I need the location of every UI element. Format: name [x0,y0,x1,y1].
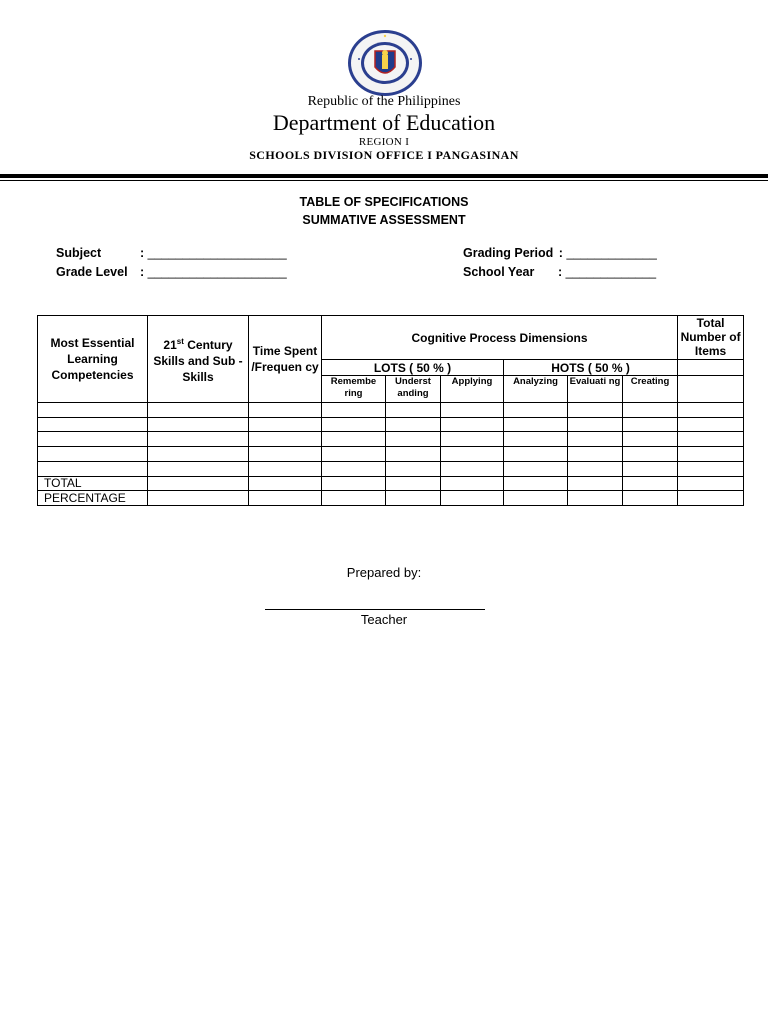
table-cell[interactable] [504,476,568,491]
table-cell[interactable] [441,476,504,491]
table-cell[interactable] [148,461,249,476]
header-rule-thin [0,180,768,181]
subject-colon: : [140,246,145,260]
grading-period-label: Grading Period [463,246,554,260]
blank-cell [678,360,744,376]
document-title: TABLE OF SPECIFICATIONS [299,195,469,209]
grading-period-field [463,246,657,260]
table-cell[interactable] [504,403,568,418]
table-row [38,447,744,462]
signature-line [265,609,485,610]
specifications-table [37,315,744,506]
table-body [38,403,744,506]
grade-level-label: Grade Level [56,265,128,279]
header-skills-sup: st [176,336,184,346]
table-cell[interactable] [249,403,322,418]
table-cell[interactable] [504,461,568,476]
table-cell[interactable] [568,432,623,447]
table-cell[interactable] [568,491,623,506]
school-year-blank: _____________ [565,265,657,279]
table-cell[interactable] [386,491,441,506]
table-cell[interactable] [504,417,568,432]
total-label: TOTAL [38,476,148,491]
table-cell[interactable] [386,461,441,476]
level-evaluating: Evaluati ng [568,376,623,403]
table-cell[interactable] [322,476,386,491]
prepared-by-label: Prepared by: [346,565,422,580]
level-creating: Creating [623,376,678,403]
table-cell[interactable] [322,432,386,447]
table-cell[interactable] [623,432,678,447]
grading-period-colon: : [558,246,563,260]
table-cell[interactable] [504,447,568,462]
table-cell[interactable] [148,403,249,418]
total-row [38,476,744,491]
department-name: Department of Education [272,110,496,135]
table-cell[interactable] [386,447,441,462]
table-cell[interactable] [441,491,504,506]
table-row [38,461,744,476]
table-cell[interactable] [38,447,148,462]
hots-header: HOTS ( 50 % ) [504,360,678,376]
teacher-label: Teacher [360,612,408,627]
table-cell[interactable] [249,417,322,432]
header-skills-text: Century Skills and Sub - Skills [153,337,243,384]
table-cell[interactable] [322,403,386,418]
table-cell[interactable] [678,461,744,476]
table-cell[interactable] [386,417,441,432]
table-cell[interactable] [441,432,504,447]
table-cell[interactable] [148,417,249,432]
table-cell[interactable] [568,461,623,476]
table-row [38,403,744,418]
table-cell[interactable] [322,491,386,506]
table-cell[interactable] [568,417,623,432]
table-cell[interactable] [568,403,623,418]
table-cell[interactable] [386,476,441,491]
header-skills-num: 21 [163,337,177,352]
percentage-label: PERCENTAGE [38,491,148,506]
grade-level-blank: ____________________ [147,265,287,279]
header-total-items: Total Number of Items [678,316,744,360]
table-cell[interactable] [623,403,678,418]
division-line: SCHOOLS DIVISION OFFICE I PANGASINAN [249,148,519,162]
subject-blank: ____________________ [147,246,287,260]
header-rule-thick [0,174,768,178]
table-cell[interactable] [322,461,386,476]
level-understanding: Underst anding [386,376,441,403]
percentage-row [38,491,744,506]
table-cell[interactable] [148,491,249,506]
republic-line: Republic of the Philippines [307,94,461,109]
table-cell[interactable] [504,432,568,447]
table-cell[interactable] [623,491,678,506]
table-row [38,432,744,447]
table-cell[interactable] [678,476,744,491]
table-cell[interactable] [38,432,148,447]
school-year-field [463,265,656,279]
grading-period-blank: _____________ [566,246,657,260]
table-cell[interactable] [148,432,249,447]
table-cell[interactable] [678,417,744,432]
table-row [38,417,744,432]
table-cell[interactable] [504,491,568,506]
level-applying: Applying [441,376,504,403]
table-cell[interactable] [623,461,678,476]
table-cell[interactable] [678,491,744,506]
table-cell[interactable] [249,447,322,462]
table-cell[interactable] [623,447,678,462]
table-cell[interactable] [678,447,744,462]
header-skills [148,316,249,403]
table-cell[interactable] [568,447,623,462]
table-cell[interactable] [249,476,322,491]
subject-field [56,246,287,260]
table-cell[interactable] [322,447,386,462]
table-cell[interactable] [38,417,148,432]
table-cell[interactable] [38,403,148,418]
header-competencies: Most Essential Learning Competencies [38,316,148,403]
lots-header: LOTS ( 50 % ) [322,360,504,376]
table-cell[interactable] [38,461,148,476]
header-time-spent: Time Spent /Frequen cy [249,316,322,403]
blank-cell [678,376,744,403]
table-cell[interactable] [678,403,744,418]
table-cell[interactable] [249,461,322,476]
deped-seal-icon [347,29,423,97]
table-cell[interactable] [386,432,441,447]
region-line: REGION I [358,136,410,148]
table-cell[interactable] [249,491,322,506]
table-cell[interactable] [441,403,504,418]
school-year-label: School Year [463,265,535,279]
header-cognitive-dimensions: Cognitive Process Dimensions [322,316,678,360]
level-analyzing: Analyzing [504,376,568,403]
table-cell[interactable] [441,417,504,432]
school-year-colon: : [558,265,563,279]
document-subtitle: SUMMATIVE ASSESSMENT [302,213,466,227]
grade-level-colon: : [140,265,145,279]
table-cell[interactable] [148,447,249,462]
grade-level-field [56,265,287,279]
table-cell[interactable] [441,447,504,462]
level-remembering: Remembe ring [322,376,386,403]
subject-label: Subject [56,246,102,260]
table-cell[interactable] [322,417,386,432]
table-cell[interactable] [441,461,504,476]
table-cell[interactable] [623,476,678,491]
table-cell[interactable] [249,432,322,447]
table-cell[interactable] [568,476,623,491]
table-cell[interactable] [148,476,249,491]
table-cell[interactable] [386,403,441,418]
table-cell[interactable] [678,432,744,447]
table-cell[interactable] [623,417,678,432]
